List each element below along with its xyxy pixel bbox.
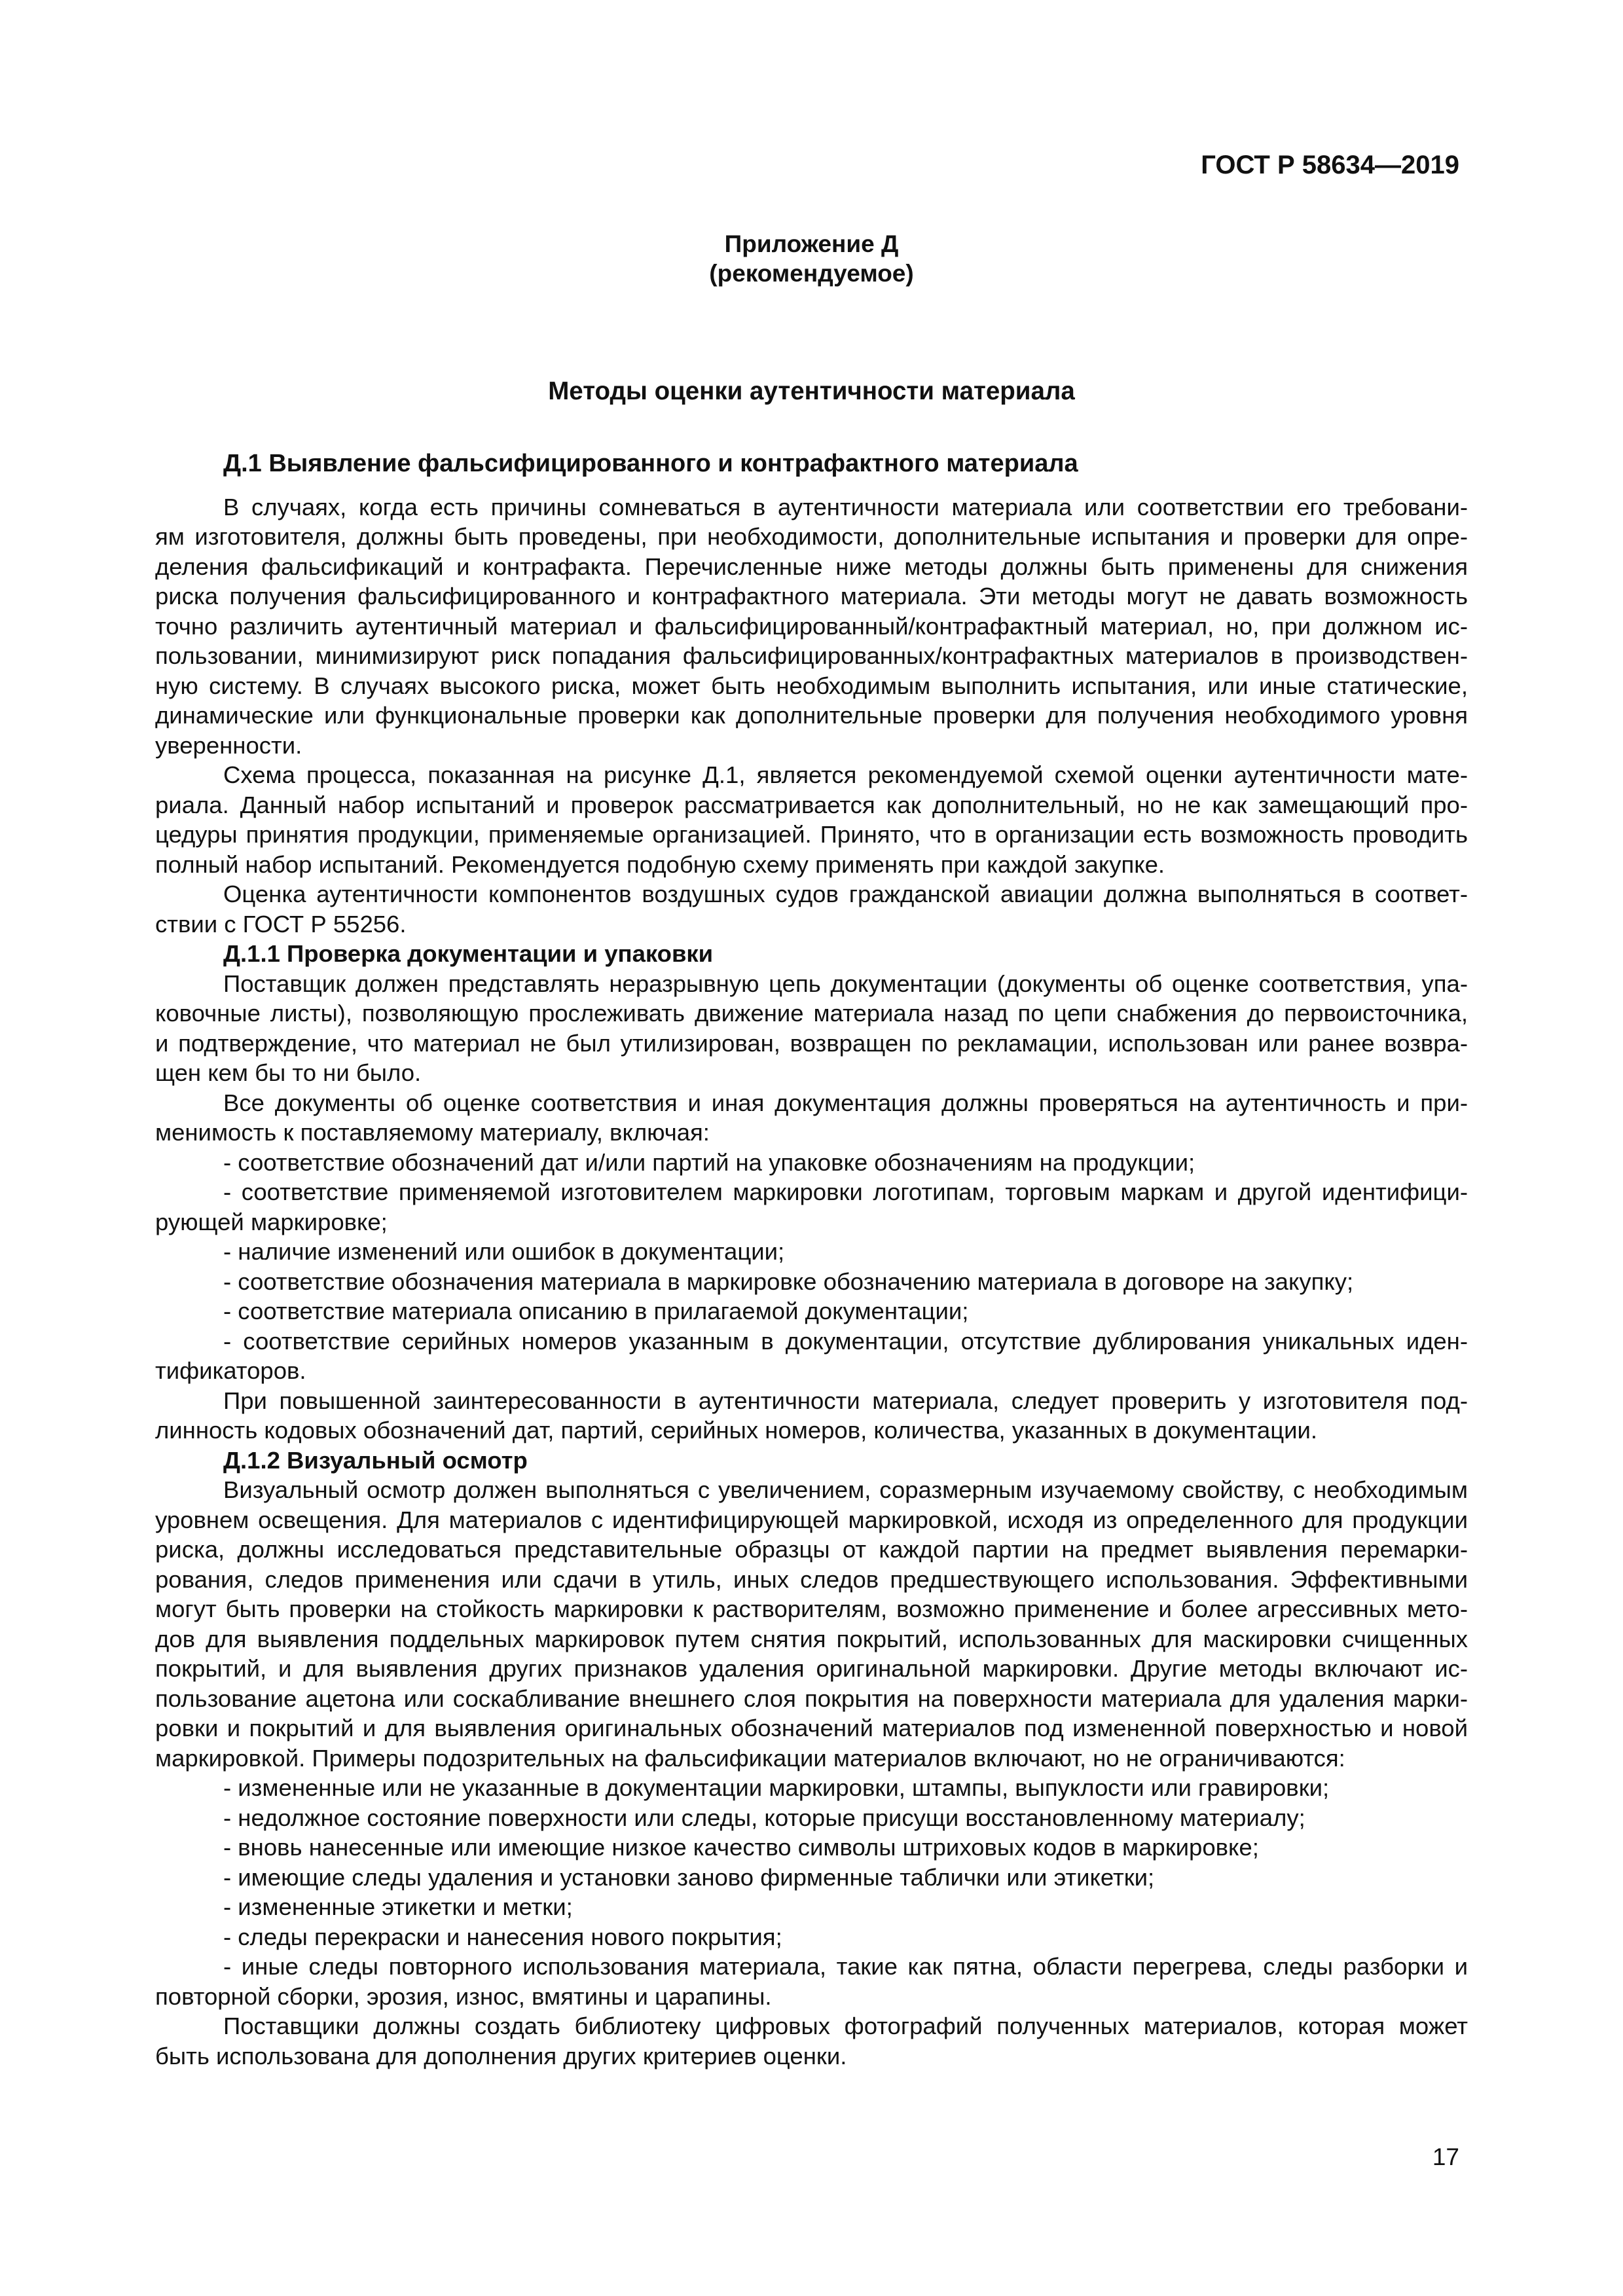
- text-line: уровнем освещения. Для материалов с идентифицирующей маркировкой, исходя из определенного для продукции: [155, 1506, 1468, 1533]
- text-line: цедуры принятия продукции, применяемые организацией. Принято, что в организации есть возможность проводить: [155, 821, 1468, 848]
- text-line: точно различить аутентичный материал и фальсифицированный/контрафактный материал, но, при должном ис-: [155, 612, 1468, 640]
- text-line: покрытий, и для выявления других признаков удаления оригинальной маркировки. Другие методы включают ис-: [155, 1655, 1468, 1682]
- list-item: - измененные или не указанные в документации маркировки, штампы, выпуклости или гравировки;: [223, 1774, 1330, 1801]
- list-item-continuation: повторной сборки, эрозия, износ, вмятины и царапины.: [155, 1982, 772, 2010]
- section-heading-d1: Д.1 Выявление фальсифицированного и контрафактного материала: [223, 450, 1078, 477]
- list-item: - соответствие применяемой изготовителем маркировки логотипам, торговым маркам и другой идентифици-: [223, 1178, 1468, 1205]
- text-line: ную систему. В случаях высокого риска, может быть необходимым выполнить испытания, или иные статические,: [155, 672, 1468, 699]
- list-item: - иные следы повторного использования материала, такие как пятна, области перегрева, следы разборки и: [223, 1953, 1468, 1980]
- appendix-title: Методы оценки аутентичности материала: [548, 377, 1075, 405]
- annex-label: Приложение Д: [724, 230, 899, 257]
- list-item-continuation: тификаторов.: [155, 1357, 306, 1384]
- text-line: Визуальный осмотр должен выполняться с увеличением, соразмерным изучаемому свойству, с необходимым: [223, 1476, 1468, 1503]
- list-item: - соответствие обозначений дат и/или партий на упаковке обозначениям на продукции;: [223, 1148, 1195, 1176]
- text-line: уверенности.: [155, 731, 302, 759]
- list-item: - соответствие материала описанию в прилагаемой документации;: [223, 1298, 969, 1324]
- text-line: маркировкой. Примеры подозрительных на фальсификации материалов включают, но не ограничиваются:: [155, 1744, 1345, 1772]
- page-number: 17: [1432, 2143, 1459, 2170]
- list-item: - вновь нанесенные или имеющие низкое качество символы штриховых кодов в маркировке;: [223, 1834, 1259, 1861]
- text-line: пользование ацетона или соскабливание внешнего слоя покрытия на поверхности материала для удаления марки-: [155, 1685, 1468, 1712]
- text-line: Оценка аутентичности компонентов воздушных судов гражданской авиации должна выполняться в соответ-: [223, 881, 1468, 907]
- list-item: - измененные этикетки и метки;: [223, 1893, 573, 1920]
- text-line: При повышенной заинтересованности в аутентичности материала, следует проверить у изготовителя под-: [223, 1387, 1468, 1414]
- section-heading-d1-2: Д.1.2 Визуальный осмотр: [223, 1446, 528, 1474]
- list-item: - соответствие серийных номеров указанным в документации, отсутствие дублирования уникальных иден-: [223, 1327, 1468, 1355]
- text-line: рования, следов применения или сдачи в утиль, иных следов предшествующего использования. Эффективными: [155, 1565, 1468, 1593]
- text-line: риала. Данный набор испытаний и проверок рассматривается как дополнительный, но не как замещающий про-: [155, 791, 1468, 818]
- text-line: Схема процесса, показанная на рисунке Д.1, является рекомендуемой схемой оценки аутентичности мате-: [223, 761, 1468, 788]
- text-line: Поставщик должен представлять неразрывную цепь документации (документы об оценке соответствия, упа-: [223, 970, 1468, 997]
- annex-status: (рекомендуемое): [709, 260, 914, 287]
- list-item: - следы перекраски и нанесения нового покрытия;: [223, 1923, 782, 1950]
- list-item: - соответствие обозначения материала в маркировке обозначению материала в договоре на закупку;: [223, 1267, 1354, 1295]
- list-item-continuation: рующей маркировке;: [155, 1208, 388, 1235]
- text-line: дов для выявления поддельных маркировок путем снятия покрытий, использованных для маскировки счищенных: [155, 1625, 1468, 1652]
- text-line: ствии с ГОСТ Р 55256.: [155, 910, 407, 938]
- annex-heading: [0, 229, 1623, 288]
- section-heading-d1-1: Д.1.1 Проверка документации и упаковки: [223, 940, 714, 967]
- text-line: деления фальсификаций и контрафакта. Перечисленные ниже методы должны быть применены для снижения: [155, 553, 1468, 580]
- text-line: менимость к поставляемому материалу, включая:: [155, 1119, 710, 1146]
- list-item: - недолжное состояние поверхности или следы, которые присущи восстановленному материалу;: [223, 1804, 1305, 1831]
- text-line: В случаях, когда есть причины сомневаться в аутентичности материала или соответствии его требовани-: [223, 493, 1468, 520]
- text-line: Поставщики должны создать библиотеку цифровых фотографий полученных материалов, которая может: [223, 2013, 1468, 2039]
- text-line: динамические или функциональные проверки как дополнительные проверки для получения необходимого уровня: [155, 702, 1468, 729]
- text-line: риска, должны исследоваться представительные образцы от каждой партии на предмет выявления перемарки-: [155, 1536, 1468, 1563]
- text-line: Все документы об оценке соответствия и иная документация должны проверяться на аутентичность и при-: [223, 1089, 1468, 1116]
- list-item: - имеющие следы удаления и установки заново фирменные таблички или этикетки;: [223, 1863, 1155, 1891]
- text-line: ям изготовителя, должны быть проведены, при необходимости, дополнительные испытания и проверки для опре-: [155, 523, 1468, 550]
- text-line: линность кодовых обозначений дат, партий, серийных номеров, количества, указанных в документации.: [155, 1417, 1318, 1444]
- text-line: ковочные листы), позволяющую прослеживать движение материала назад по цепи снабжения до первоисточника,: [155, 1000, 1468, 1027]
- text-line: и подтверждение, что материал не был утилизирован, возвращен по рекламации, использован или ранее возвра-: [155, 1029, 1468, 1057]
- list-item: - наличие изменений или ошибок в документации;: [223, 1238, 785, 1265]
- text-line: риска получения фальсифицированного и контрафактного материала. Эти методы могут не давать возможность: [155, 583, 1468, 610]
- text-line: могут быть проверки на стойкость маркировки к растворителям, возможно применение и более агрессивных мето-: [155, 1595, 1468, 1622]
- body-text: [155, 449, 1468, 2071]
- text-line: пользовании, минимизируют риск попадания фальсифицированных/контрафактных материалов в производствен-: [155, 642, 1468, 669]
- text-line: щен кем бы то ни было.: [155, 1059, 422, 1086]
- document-number: ГОСТ Р 58634—2019: [1201, 151, 1459, 179]
- text-line: быть использована для дополнения других критериев оценки.: [155, 2042, 847, 2069]
- text-line: ровки и покрытий и для выявления оригинальных обозначений материалов под измененной поверхностью и новой: [155, 1715, 1468, 1741]
- text-line: полный набор испытаний. Рекомендуется подобную схему применять при каждой закупке.: [155, 850, 1165, 878]
